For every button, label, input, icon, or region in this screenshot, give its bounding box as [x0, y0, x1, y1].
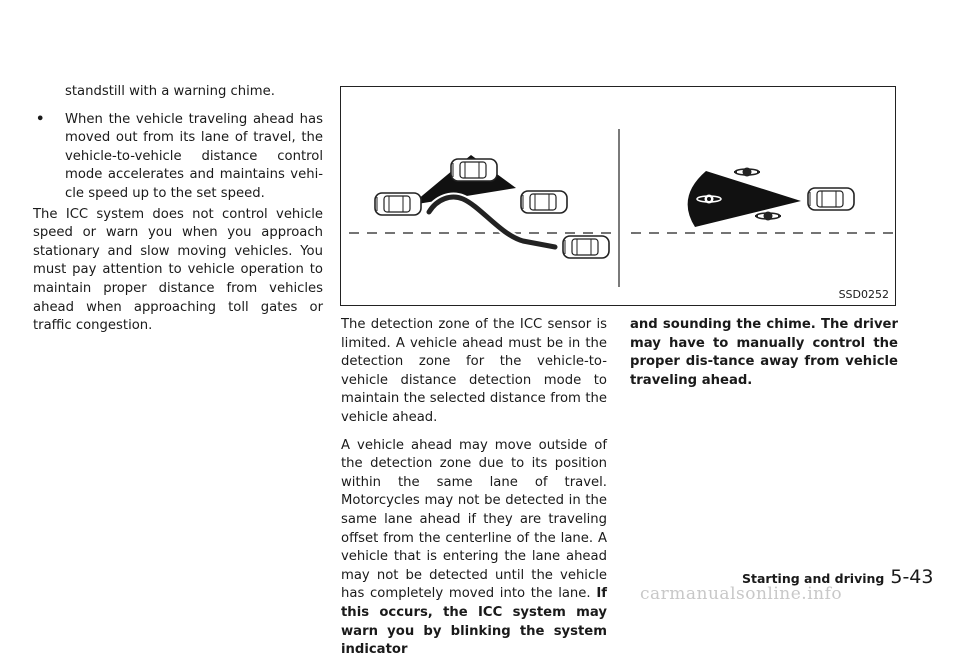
warning-bold-text: If this occurs, the ICC system may warn you by blinking the system indicator	[341, 586, 607, 658]
motorcycle-top	[734, 168, 760, 177]
middle-column	[341, 316, 607, 669]
detection-zone-figure	[340, 86, 896, 306]
page-number: 5-43	[890, 566, 934, 588]
watermark-text: carmanualsonline.info	[640, 584, 843, 604]
icc-paragraph: The ICC system does not control vehicle speed or warn you when you approach stationary and slow moving vehicles. You must pay attention to vehicle operation to maintain proper distance from vehicles ahead when approaching toll gates or traffic congestion.	[33, 206, 323, 334]
bullet-item	[33, 111, 323, 204]
detection-zone-paragraph: The detection zone of the ICC sensor is limited. A vehicle ahead must be in the detection zone for the vehicle-to-vehicle distance detection mode to maintain the selected distance from the vehicle ahead.	[341, 317, 607, 425]
vehicle-ahead-left	[521, 191, 567, 213]
chime-paragraph: and sounding the chime. The driver may have to manually control the proper dis-tance away from vehicle traveling ahead.	[630, 317, 898, 388]
own-vehicle-left	[375, 193, 421, 215]
vehicle-ahead-paragraph	[341, 437, 607, 660]
right-column	[630, 316, 898, 399]
motorcycle-bottom	[755, 212, 781, 221]
vehicle-upper-lane	[451, 159, 497, 181]
bullet-text: When the vehicle traveling ahead has moved out from its lane of travel, the vehicle-to-vehicle distance control mode accelerates and maintains vehi-cle speed up to the set speed.	[65, 111, 323, 201]
own-vehicle-right	[808, 188, 854, 210]
figure-label: SSD0252	[838, 288, 889, 301]
bullet-dot: •	[36, 111, 45, 127]
left-column	[33, 83, 323, 345]
vehicle-lower-lane	[563, 236, 609, 258]
section-title: Starting and driving	[742, 571, 885, 586]
vehicle-ahead-text: A vehicle ahead may move outside of the detection zone due to its position within the same lane of travel. Motorcycles may not be detected in the same lane ahead if they are traveling offset from the centerline of the lane. A vehicle that is entering the lane ahead may not be detected until the vehicle has completely moved into the lane.	[341, 437, 607, 602]
continuation-text: standstill with a warning chime.	[65, 84, 275, 99]
figure-illustration	[341, 87, 897, 307]
